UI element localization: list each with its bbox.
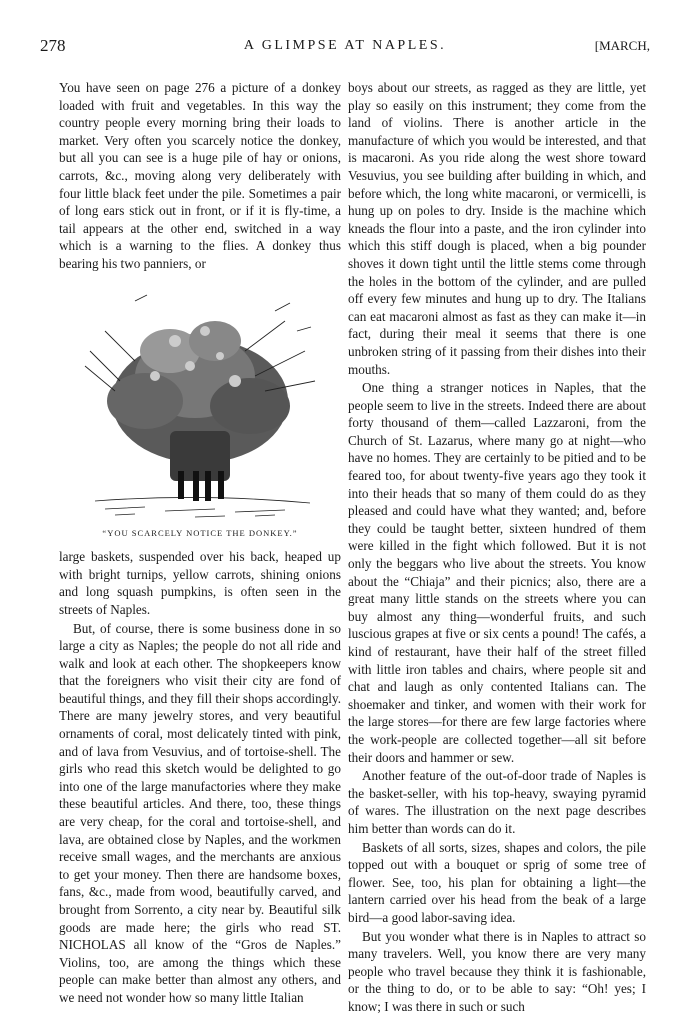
running-month: [MARCH, — [595, 38, 650, 54]
paragraph: You have seen on page 276 a picture of a donkey loaded with fruit and vegetables. In this way the country people every morning bring their loads to market. Very often you scarcely notice the donkey, but all you can see is a huge pile of hay or onions, carrots, &c., moving along very deliberately with four little black feet under the pile. Sometimes a pair of long ears stick out in front, or if it is fly-time, a tail appears at the other end, switched in a way which is a warning to the flies. A donkey thus bearing his two panniers, or — [59, 79, 341, 273]
paragraph: But you wonder what there is in Naples to attract so many travelers. Well, you know there are very many people who travel because they think it is fashionable, or the thing to do, or to be able to say: “Oh! yes; I know; I was there in such or such — [348, 928, 646, 1015]
paragraph: One thing a stranger notices in Naples, that the people seem to live in the streets. Indeed there are about forty thousand of them—called Lazzaroni, from the Church of St. Lazarus, where many go at night—who have no homes. They are certainly to be pitied and to be feared too, for about twenty-five years ago they took it into their heads that so many of them could do as they pleased and could have what they wanted; and, before they could be taught better, sixteen hundred of them were killed in the fight which followed. But it is not only the beggars who live about the streets. You know about the “Chiaja” and their picnics; also, there are a great many little stands on the streets where you can buy almost any thing—wonderful fruits, and such luscious grapes at five or six cents a pound! The cafés, a kind of restaurant, have their half of the street filled with little iron tables and chairs, where people sit and chat and laugh as only contented Italians can. The shoemaker and tinker, and women with their work for the large stores—for there are few large factories where the work-people are collected together—all sit before their doors and hammer or sew. — [348, 379, 646, 766]
paragraph: boys about our streets, as ragged as they are little, yet play so easily on this instrument; they come from the land of violins. There is another article in the manufacture of which you would be interested, and that is macaroni. As you ride along the west shore toward Vesuvius, you see building after building in which, and before which, the long white macaroni, or vermicelli, is hung up on poles to dry. Inside is the machine which kneads the flour into a paste, and the iron cylinder into which this stiff dough is placed, when a big pounder shoves it down tight until the little stems come through the holes in the bottom of the cylinder, and are pulled off every few minutes and hung up to dry. The Italians can eat macaroni almost as fast as they can make it—in fact, during their meal it seems that there is one unbroken string of it passing from their dishes into their mouths. — [348, 79, 646, 378]
paragraph: But, of course, there is some business done in so large a city as Naples; the people do not all ride and walk and look at each other. The shopkeepers know that the foreigners who visit their city are fond of beautiful things, and they fill their shops accordingly. There are many jewelry stores, and very beautiful ornaments of coral, most delicately tinted with pink, and of lava from Vesuvius, and of tortoise-shell. The girls who read this sketch would be delighted to go into one of the large manufactories where they make these beautiful articles. And there, too, these things are very cheap, for the coral and tortoise-shell, and lava, are obtained close by Naples, and the workmen receive small wages, and the merchants are anxious to get your money. Then there are handsome boxes, fans, &c., made from wood, beautifully carved, and brought from Sorrento, a city near by. Beautiful silk goods are made here; the girls who read ST. NICHOLAS all know of the “Gros de Naples.” Violins, too, are among the things which these people can make better than almost any others, and we need not wonder how so many little Italian — [59, 620, 341, 1007]
figure-caption: “YOU SCARCELY NOTICE THE DONKEY.” — [59, 525, 341, 543]
running-header — [40, 36, 650, 60]
page-number: 278 — [40, 36, 66, 56]
right-column — [348, 79, 646, 1015]
donkey-engraving-image — [75, 281, 325, 521]
paragraph: large baskets, suspended over his back, heaped up with bright turnips, yellow carrots, shining onions and long squash pumpkins, is often seen in the streets of Naples. — [59, 548, 341, 618]
running-title: A GLIMPSE AT NAPLES. — [40, 38, 650, 54]
donkey-illustration — [59, 281, 341, 543]
paragraph: Baskets of all sorts, sizes, shapes and colors, the pile topped out with a bouquet or sprig of some tree of flower. See, too, his plan for obtaining a light—the lantern carried over his head from the beak of a large bird—a good labor-saving idea. — [348, 839, 646, 927]
left-column — [59, 79, 341, 1007]
paragraph: Another feature of the out-of-door trade of Naples is the basket-seller, with his top-heavy, swaying pyramid of wares. The illustration on the next page describes him better than words can do it. — [348, 767, 646, 837]
